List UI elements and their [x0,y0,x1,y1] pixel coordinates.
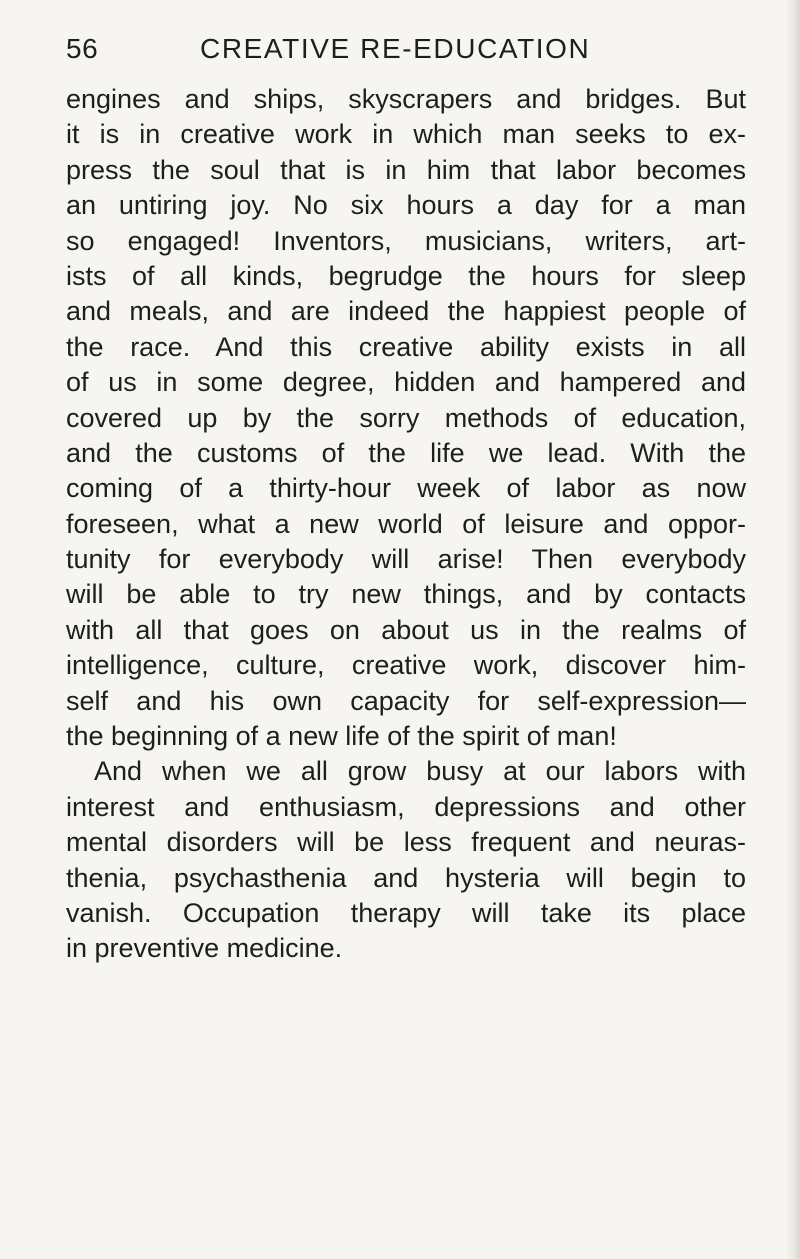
text-line: with all that goes on about us in the realms of [66,614,746,645]
page-number: 56 [66,33,99,64]
text-line: interest and enthusiasm, depressions and other [66,791,746,822]
text-line: self and his own capacity for self-expression— [66,685,746,716]
text-line: press the soul that is in him that labor becomes [66,154,746,185]
text-line: coming of a thirty-hour week of labor as now [66,473,746,504]
text-line: and meals, and are indeed the happiest people of [66,296,746,327]
text-line: the beginning of a new life of the spirit of man! [66,721,617,752]
text-line: foreseen, what a new world of leisure and oppor- [66,508,746,539]
text-line: will be able to try new things, and by contacts [66,579,746,610]
text-line: it is in creative work in which man seeks to ex- [66,119,746,150]
page-header [66,33,736,73]
text-line: vanish. Occupation therapy will take its place [66,897,746,928]
running-head: CREATIVE RE-EDUCATION [200,33,591,64]
text-line: the race. And this creative ability exists in all [66,331,746,362]
text-line: in preventive medicine. [66,933,343,964]
body-text [66,82,746,967]
text-line: of us in some degree, hidden and hampered and [66,367,746,398]
paragraph-start-line: And when we all grow busy at our labors with [94,756,746,787]
text-line: thenia, psychasthenia and hysteria will begin to [66,862,746,893]
text-line: and the customs of the life we lead. With the [66,437,746,468]
text-line: intelligence, culture, creative work, discover him- [66,650,746,681]
text-line: so engaged! Inventors, musicians, writers, art- [66,225,746,256]
text-line: tunity for everybody will arise! Then everybody [66,544,746,575]
text-line: engines and ships, skyscrapers and bridges. But [66,84,746,114]
text-line: an untiring joy. No six hours a day for a man [66,190,746,221]
text-line: mental disorders will be less frequent and neuras- [66,827,746,858]
page-edge-shadow [786,0,800,1259]
text-line: covered up by the sorry methods of education, [66,402,746,433]
text-line: ists of all kinds, begrudge the hours for sleep [66,260,746,291]
